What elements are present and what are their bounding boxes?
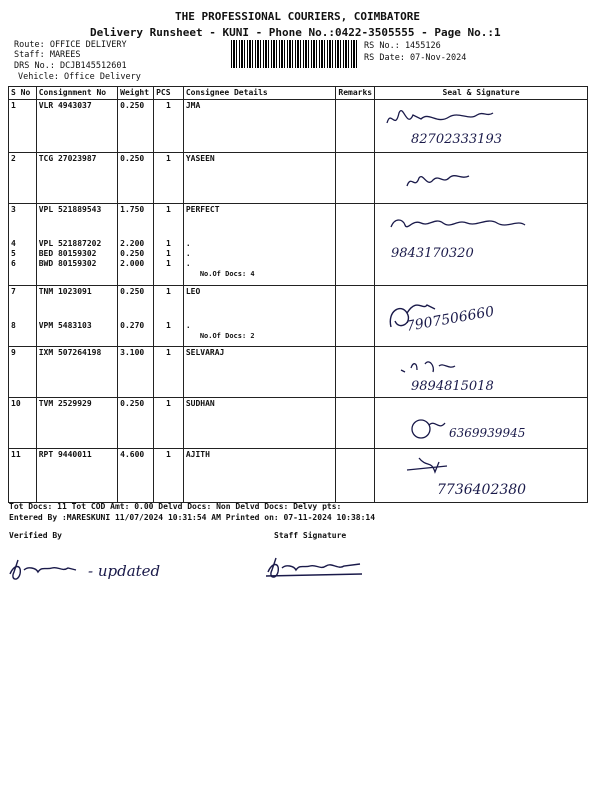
pcs-cell: 1 1 1 1	[154, 204, 184, 286]
verified-signature	[6, 550, 186, 590]
consignment-cell: VLR 4943037	[36, 100, 117, 153]
pcs-cell: 1 1	[154, 286, 184, 347]
table-row	[9, 100, 588, 153]
company-title: THE PROFESSIONAL COURIERS, COIMBATORE	[175, 10, 421, 23]
svg-text:7736402380: 7736402380	[437, 482, 527, 498]
remarks-cell	[336, 204, 375, 286]
handwritten-signature	[377, 399, 577, 445]
weight-cell: 3.100	[118, 347, 154, 398]
weight-cell: 4.600	[118, 449, 154, 503]
pcs-cell: 1	[154, 449, 184, 503]
pcs-cell: 1	[154, 153, 184, 204]
runsheet-subtitle: Delivery Runsheet - KUNI - Phone No.:0422-3505555 - Page No.:1	[90, 26, 501, 39]
col-remarks: Remarks	[336, 87, 375, 100]
consignment-cell: TCG 27023987	[36, 153, 117, 204]
table-row	[9, 204, 588, 286]
sno-cell: 1	[9, 100, 37, 153]
consignee-cell: SUDHAN	[183, 398, 336, 449]
svg-text:9894815018: 9894815018	[411, 379, 494, 394]
consignee-cell: SELVARAJ	[183, 347, 336, 398]
col-consignee: Consignee Details	[183, 87, 336, 100]
consignee-cell: LEO . No.Of Docs: 2	[183, 286, 336, 347]
entered-by-line: Entered By :MARESKUNI 11/07/2024 10:31:54 AM Printed on: 07-11-2024 10:38:14	[9, 513, 376, 522]
pcs-cell: 1	[154, 347, 184, 398]
signature-cell	[375, 204, 588, 286]
consignment-cell: RPT 9440011	[36, 449, 117, 503]
col-consignment: Consignment No	[36, 87, 117, 100]
table-row	[9, 286, 588, 347]
signature-cell	[375, 286, 588, 347]
sno-cell: 9	[9, 347, 37, 398]
table-header-row	[9, 87, 588, 100]
staff-signature-label: Staff Signature	[274, 531, 347, 540]
rs-number: RS No.: 1455126	[364, 41, 441, 51]
handwritten-signature	[377, 154, 577, 200]
table-row	[9, 398, 588, 449]
weight-cell: 0.250	[118, 100, 154, 153]
weight-cell: 0.250 0.270	[118, 286, 154, 347]
svg-text:- updated: - updated	[88, 562, 161, 580]
table-row	[9, 153, 588, 204]
consignment-cell: TVM 2529929	[36, 398, 117, 449]
staff-signature	[262, 548, 382, 584]
remarks-cell	[336, 398, 375, 449]
verified-by-label: Verified By	[9, 531, 62, 540]
handwritten-signature	[377, 450, 577, 500]
pcs-cell: 1	[154, 398, 184, 449]
consignment-cell: IXM 507264198	[36, 347, 117, 398]
docs-count: No.Of Docs: 2	[199, 332, 255, 340]
consignee-cell: YASEEN	[183, 153, 336, 204]
table-row	[9, 449, 588, 503]
svg-text:82702333193: 82702333193	[411, 132, 503, 147]
sno-cell: 2	[9, 153, 37, 204]
barcode	[231, 40, 359, 68]
consignee-cell: JMA	[183, 100, 336, 153]
handwritten-signature	[377, 101, 577, 149]
handwritten-signature	[377, 348, 577, 394]
remarks-cell	[336, 153, 375, 204]
totals-line: Tot Docs: 11 Tot COD Amt: 0.00 Delvd Docs: Non Delvd Docs: Delvy pts:	[9, 502, 342, 511]
signature-cell	[375, 347, 588, 398]
drs-label: DRS No.: DCJB145512601	[14, 61, 127, 71]
pcs-cell: 1	[154, 100, 184, 153]
table-row	[9, 347, 588, 398]
col-signature: Seal & Signature	[375, 87, 588, 100]
col-sno: S No	[9, 87, 37, 100]
consignee-cell: AJITH	[183, 449, 336, 503]
col-weight: Weight	[118, 87, 154, 100]
sno-cell: 7 8	[9, 286, 37, 347]
svg-text:7907506660: 7907506660	[405, 303, 496, 335]
svg-text:9843170320: 9843170320	[391, 246, 474, 261]
handwritten-signature	[377, 287, 577, 343]
remarks-cell	[336, 449, 375, 503]
remarks-cell	[336, 347, 375, 398]
remarks-cell	[336, 286, 375, 347]
handwritten-signature	[377, 205, 577, 275]
consignee-cell: PERFECT . . . No.Of Docs: 4	[183, 204, 336, 286]
signature-cell	[375, 100, 588, 153]
signature-cell	[375, 153, 588, 204]
docs-count: No.Of Docs: 4	[199, 270, 255, 278]
runsheet-table	[8, 86, 588, 503]
sno-cell: 10	[9, 398, 37, 449]
staff-label: Staff: MAREES	[14, 50, 81, 60]
consignment-cell: TNM 1023091 VPM 5483103	[36, 286, 117, 347]
sno-cell: 11	[9, 449, 37, 503]
weight-cell: 0.250	[118, 153, 154, 204]
route-label: Route: OFFICE DELIVERY	[14, 40, 127, 50]
svg-text:6369939945: 6369939945	[449, 426, 526, 440]
consignment-cell: VPL 521889543 VPL 521887202 BED 80159302 BWD 80159302	[36, 204, 117, 286]
rs-date: RS Date: 07-Nov-2024	[364, 53, 467, 63]
sno-cell: 3 4 5 6	[9, 204, 37, 286]
weight-cell: 1.750 2.200 0.250 2.000	[118, 204, 154, 286]
vehicle-label: Vehicle: Office Delivery	[18, 72, 141, 82]
weight-cell: 0.250	[118, 398, 154, 449]
remarks-cell	[336, 100, 375, 153]
signature-cell	[375, 398, 588, 449]
col-pcs: PCS	[154, 87, 184, 100]
signature-cell	[375, 449, 588, 503]
